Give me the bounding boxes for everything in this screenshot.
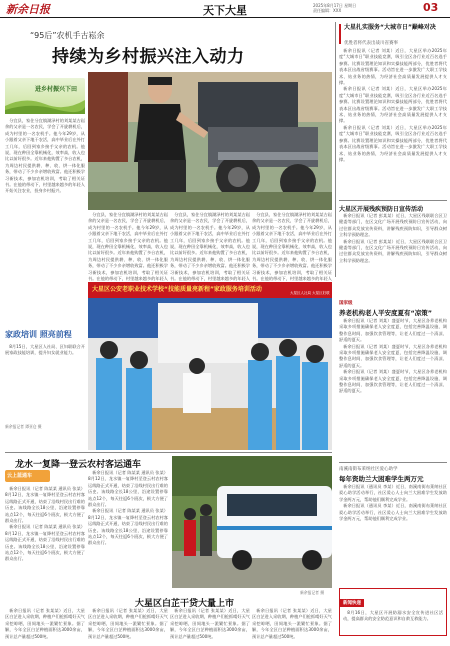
side-caption-credit: 新余报记者 谭亚仓 摄 xyxy=(5,424,42,429)
right-story-1-headline: 大星扎实服务“大城市日”巅峰对决 xyxy=(344,24,436,31)
bottom-story-headline: 大星区白芷干贷大量上市 xyxy=(135,599,235,609)
newsbrief-box xyxy=(339,588,447,636)
lead-body-col2: 分宜县，家住分宜镇湖泽村的刘某某古崧余的父亲是一名农民，学会了开旋耕机后，成为村里的一名农机手。他今年29岁，从小跟着父亲下地干农活，高中毕业后在外打工几年，后回到家乡接手父亲的农机。他说，现在种田全靠机械化，效率高，收入也比以前好很多。近年来他购置了多台农机，为周边村民提供耕、种、收、烘一体化服务，带动了不少乡亲增收致富。他还积极学习新技术，参加农机培训，考取了相关证书。在他的带动下，村里越来越多的年轻人 xyxy=(88,212,168,282)
bus-photo-credit: 新余报记者 摄 xyxy=(300,590,324,595)
accent-bar xyxy=(339,24,341,44)
mid-story-headline: 龙水一复降一登云农村客运通车 xyxy=(15,460,142,470)
newsbrief-body: 8月16日，大星区开展防溺水安全宣传进社区活动，提高群众的安全防范意识和自救互救能力。 xyxy=(343,610,443,622)
column-divider xyxy=(335,22,336,277)
mid-story-body-col2: 新余日报讯（记者 陈某某 通讯员 张某）8月12日，龙水镇一复降村至登云村农村客运线路正式开通，结束了沿线村民出行难的历史。该线路全长18公里，沿途设置停靠站点12个，每天往返6个班次，极大方便了群众出行。 新余日报讯（记者 陈某某 通讯员 张某）8月12日，龙水镇一复降村至登云村农村客运线路正式开通，结束了沿线村民出行难的历史。该线路全长18公里，沿途设置停靠站点12个，每天往返6个班次，极大方便了群众出行。 xyxy=(88,470,168,546)
bottom-story-col3: 新余日报讯（记者 张某某）近日，大星区白芷进入采收期，种植户们抢抓晴好天气采挖晾晒，田间地头一派繁忙景象。据了解，今年全区白芷种植面积达3000余亩，预计总产量超过500吨。 xyxy=(170,608,250,639)
divider xyxy=(339,462,447,463)
right-story-3-headline: 养老机构老人平安度夏有“凉策” xyxy=(339,309,433,317)
section-title: 天下大星 xyxy=(203,4,247,17)
bus-photo xyxy=(172,456,332,588)
right-story-3-body: 新余日报讯（记者 刘某）盛夏时节，大星区各养老机构采取多项措施确保老人安全度夏，包括完善降温设施、调整作息时间、加强饮食管理等，让老人们度过一个清凉、舒适的夏天。 新余日报讯（记者 刘某）盛夏时节，大星区各养老机构采取多项措施确保老人安全度夏，包括完善降温设施、调整作息时间、加强饮食管理等，让老人们度过一个清凉、舒适的夏天。 新余日报讯（记者 刘某）盛夏时节，大星区各养老机构采取多项措施确保老人安全度夏，包括完善降温设施、调整作息时间、加强饮食管理等，让老人们度过一个清凉、舒适的夏天。 xyxy=(339,318,447,394)
banner-sub: 大星区人社局 大星区妇联 xyxy=(290,291,330,295)
page-number: 03 xyxy=(423,1,439,14)
bottom-story-col4: 新余日报讯（记者 张某某）近日，大星区白芷进入采收期，种植户们抢抓晴好天气采挖晾晒，田间地头一派繁忙景象。据了解，今年全区白芷种植面积达3000余亩，预计总产量超过500吨。 xyxy=(252,608,332,639)
lead-badge: 进乡村振兴下田 xyxy=(5,78,85,114)
right-story-2-body: 新余日报讯（记者 彭某某）近日，大星区残联联合区卫健委等部门，在区文化广场开展残疾预防日宣传活动，向过往群众发放宣传资料，讲解残疾预防知识，引导群众树立科学预防理念。 新余日报讯（记者 彭某某）近日，大星区残联联合区卫健委等部门，在区文化广场开展残疾预防日宣传活动，向过往群众发放宣传资料，讲解残疾预防知识，引导群众树立科学预防理念。 xyxy=(339,213,447,263)
right-story-4-body: 新余日报讯（通讯员 李某）近日，南溪南街布莱纳社区爱心助学活动举行，社区爱心人士向兰大困难学生发放助学金两万元，帮助他们顺利完成学业。 新余日报讯（通讯员 李某）近日，南溪南街布莱纳社区爱心助学活动举行，社区爱心人士向兰大困难学生发放助学金两万元，帮助他们顺利完成学业。 xyxy=(339,484,447,522)
right-story-4-kicker: 南溪南街布莱纳社区爱心助学 xyxy=(339,467,398,472)
bottom-story-col2: 新余日报讯（记者 张某某）近日，大星区白芷进入采收期，种植户们抢抓晴好天气采挖晾晒，田间地头一派繁忙景象。据了解，今年全区白芷种植面积达3000余亩，预计总产量超过500吨。 xyxy=(88,608,168,639)
right-story-2-headline: 大星区开展残疾预防日宣传活动 xyxy=(339,206,424,213)
bottom-story-col1: 新余日报讯（记者 张某某）近日，大星区白芷进入采收期，种植户们抢抓晴好天气采挖晾晒，田间地头一派繁忙景象。据了解，今年全区白芷种植面积达3000余亩，预计总产量超过500吨。 xyxy=(5,608,85,639)
mid-story-badge: 云上蓝通车 xyxy=(5,470,50,482)
right-story-1-subhead: 优胜者将代表出战川省赛事 xyxy=(344,41,398,46)
right-story-3-tag: 国家级 xyxy=(339,301,353,306)
rural-bus-photo xyxy=(172,456,332,588)
mid-story-body-col1: 新余日报讯（记者 陈某某 通讯员 张某）8月12日，龙水镇一复降村至登云村农村客运线路正式开通，结束了沿线村民出行难的历史。该线路全长18公里，沿途设置停靠站点12个，每天往返6个班次，极大方便了群众出行。 新余日报讯（记者 陈某某 通讯员 张某）8月12日，龙水镇一复降村至登云村农村客运线路正式开通，结束了沿线村民出行难的历史。该线路全长18公里，沿途设置停靠站点12个，每天往返6个班次，极大方便了群众出行。 xyxy=(5,486,85,562)
right-story-1-body: 新余日报讯（记者 刘某）近日，大星区举办2025年度“大城市日”职业技能竞赛，吸引全区各行业近百名选手参赛。比赛设置理论知识和实操技能两部分，优胜者将代表本区出战省级赛事。活动旨在进一步激发广大职工学技术、钻业务的热情，为经济社会高质量发展提供人才支撑。 新余日报讯（记者 刘某）近日，大星区举办2025年度“大城市日”职业技能竞赛，吸引全区各行业近百名选手参赛。比赛设置理论知识和实操技能两部分，优胜者将代表本区出战省级赛事。活动旨在进一步激发广大职工学技术、钻业务的热情，为经济社会高质量发展提供人才支撑。 新余日报讯（记者 刘某）近日，大星区举办2025年度“大城市日”职业技能竞赛，吸引全区各行业近百名选手参赛。比赛设置理论知识和实操技能两部分，优胜者将代表本区出战省级赛事。活动旨在进一步激发广大职工学技术、钻业务的热情，为经济社会高质量发展提供人才支撑。 xyxy=(339,48,447,162)
lead-body-col3: 分宜县，家住分宜镇湖泽村的刘某某古崧余的父亲是一名农民，学会了开旋耕机后，成为村里的一名农机手。他今年29岁，从小跟着父亲下地干农活，高中毕业后在外打工几年，后回到家乡接手父亲的农机。他说，现在种田全靠机械化，效率高，收入也比以前好很多。近年来他购置了多台农机，为周边村民提供耕、种、收、烘一体化服务，带动了不少乡亲增收致富。他还积极学习新技术，参加农机培训，考取了相关证书。在他的带动下，村里越来越多的年轻人 xyxy=(170,212,250,282)
newspaper-brand: 新余日报 xyxy=(6,3,50,16)
lead-headline: 持续为乡村振兴注入动力 xyxy=(52,47,245,67)
side-caption-body: 8月15日，大星区人社局、区妇联联合开展家政技能培训，提升妇女就业能力。 xyxy=(5,344,85,356)
class-photo xyxy=(88,298,332,450)
side-caption-title: 家政培训 照亮前程 xyxy=(5,330,72,339)
farmer-photo xyxy=(88,72,332,210)
lead-body-col1: 分宜县，家住分宜镇湖泽村的刘某某古崧余的父亲是一名农民，学会了开旋耕机后，成为村里的一名农机手。他今年29岁，从小跟着父亲下地干农活，高中毕业后在外打工几年，后回到家乡接手父亲的农机。他说，现在种田全靠机械化，效率高，收入也比以前好很多。近年来他购置了多台农机，为周边村民提供耕、种、收、烘一体化服务，带动了不少乡亲增收致富。他还积极学习新技术，参加农机培训，考取了相关证书。在他的带动下，村里越来越多的年轻人开始关注农业，投身乡村振兴。 xyxy=(5,118,85,194)
lead-body-col4: 分宜县，家住分宜镇湖泽村的刘某某古崧余的父亲是一名农民，学会了开旋耕机后，成为村里的一名农机手。他今年29岁，从小跟着父亲下地干农活，高中毕业后在外打工几年，后回到家乡接手父亲的农机。他说，现在种田全靠机械化，效率高，收入也比以前好很多。近年来他购置了多台农机，为周边村民提供耕、种、收、烘一体化服务，带动了不少乡亲增收致富。他还积极学习新技术，参加农机培训，考取了相关证书。在他的带动下，村里越来越多的年轻人 xyxy=(252,212,332,282)
divider xyxy=(5,452,332,453)
lead-kicker: “95后”农机手古崧余 xyxy=(30,31,105,40)
newsbrief-header: 新闻快递 xyxy=(340,599,364,607)
date-line: 2025年8月17日 星期日 责任编辑：XXX xyxy=(313,3,357,13)
divider xyxy=(339,200,447,201)
training-banner: 大星区公安老职业技术学校“技能质量亮新程”家政服务培训活动 xyxy=(88,282,332,298)
training-photo xyxy=(88,298,332,450)
side-caption xyxy=(5,330,85,445)
lead-photo xyxy=(88,72,332,210)
right-story-4-headline: 每年资助兰大困难学生两万元 xyxy=(339,475,424,483)
